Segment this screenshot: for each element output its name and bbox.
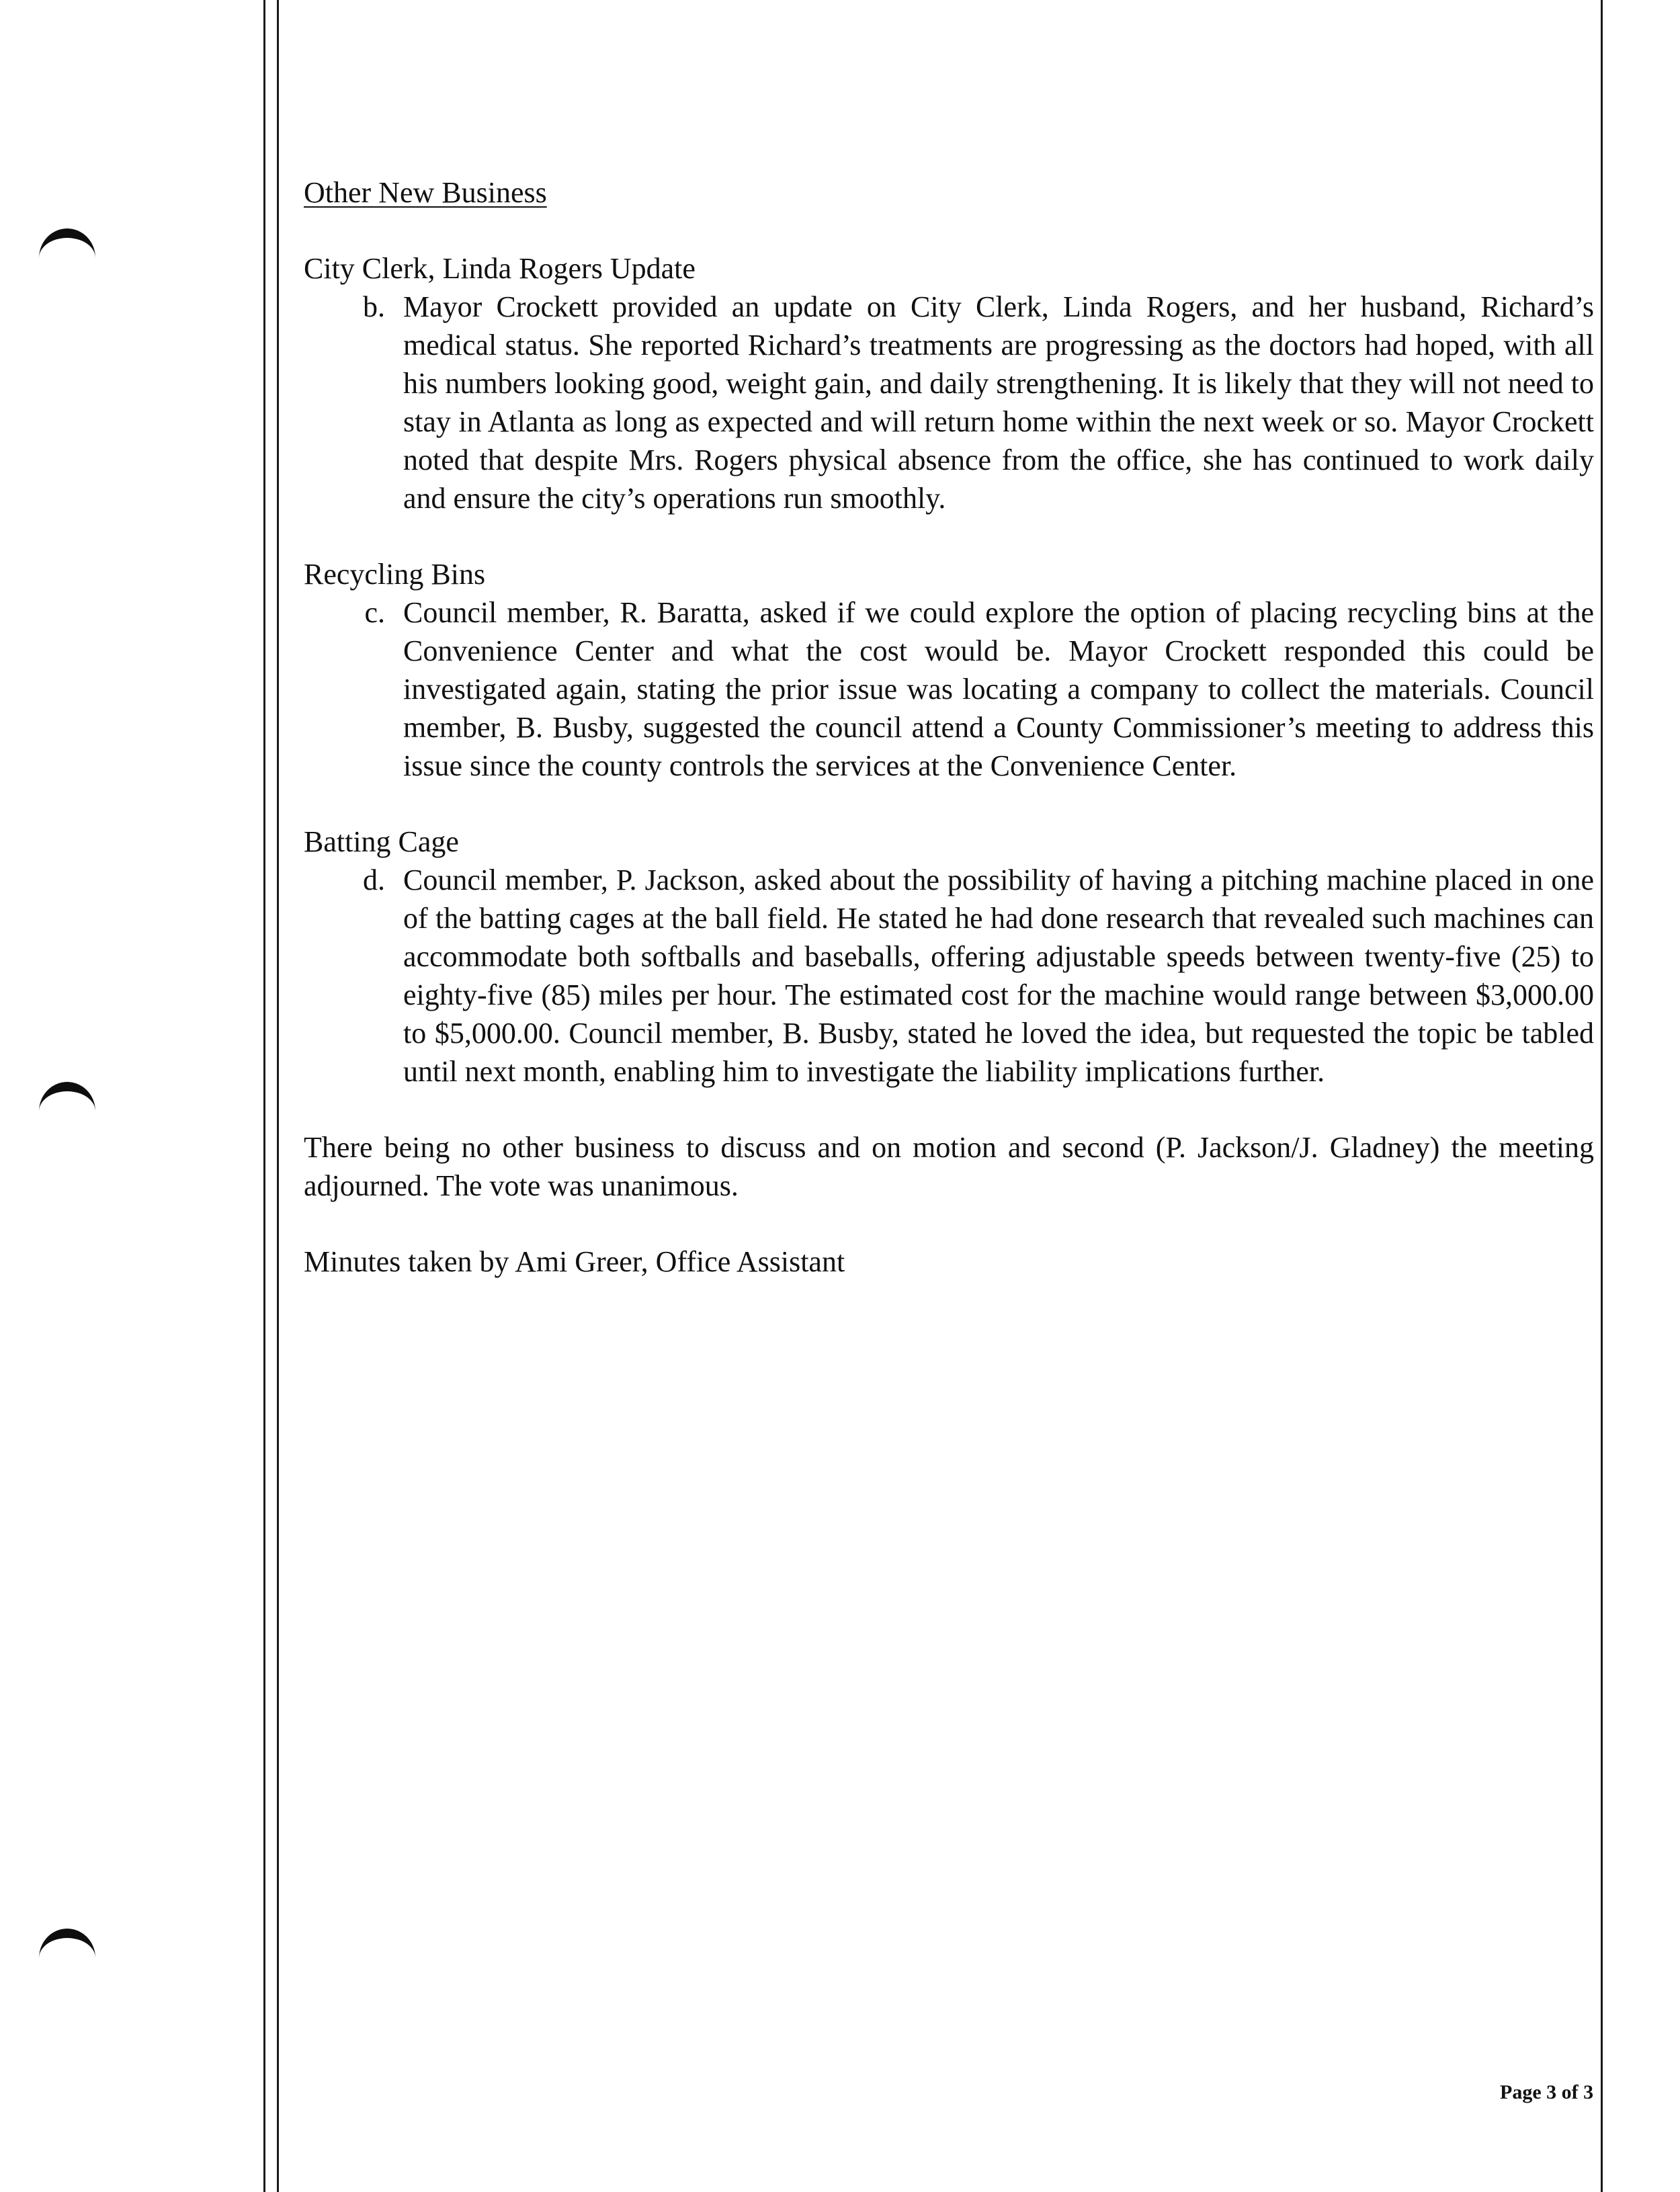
item-letter: c. — [364, 596, 385, 629]
recycling-bins-item — [304, 593, 1594, 785]
punch-hole-mark-middle — [39, 1082, 95, 1111]
punch-hole-mark-bottom — [39, 1929, 95, 1958]
spacer — [304, 1205, 1594, 1242]
binder-margin-line-inner — [277, 0, 279, 2192]
city-clerk-heading: City Clerk, Linda Rogers Update — [304, 252, 696, 285]
other-new-business-heading: Other New Business — [304, 176, 547, 209]
minutes-taken-line: Minutes taken by Ami Greer, Office Assistant — [304, 1245, 845, 1278]
item-letter: d. — [363, 863, 385, 896]
spacer — [304, 212, 1594, 249]
city-clerk-text: Mayor Crockett provided an update on City Clerk, Linda Rogers, and her husband, Richard’s medical status. She reported Richard’s treatments are progressing as the doctors had hoped, with all his numbers looking good, weight gain, and daily strengthening. It is likely that they will not need to stay in Atlanta as long as expected and will return home within the next week or so. Mayor Crockett noted that despite Mrs. Rogers physical absence from the office, she has continued to work daily and ensure the city’s operations run smoothly. — [403, 290, 1594, 515]
batting-cage-text: Council member, P. Jackson, asked about the possibility of having a pitching machine placed in one of the batting cages at the ball field. He stated he had done research that revealed such machines can accommodate both softballs and baseballs, offering adjustable speeds between twenty-five (25) to eighty-five (85) miles per hour. The estimated cost for the machine would range between $3,000.00 to $5,000.00. Council member, B. Busby, stated he loved the idea, but requested the topic be tabled until next month, enabling him to investigate the liability implications further. — [403, 863, 1594, 1088]
recycling-bins-heading: Recycling Bins — [304, 558, 486, 591]
city-clerk-item — [304, 288, 1594, 517]
spacer — [304, 517, 1594, 555]
item-letter: b. — [363, 290, 385, 323]
batting-cage-item — [304, 861, 1594, 1091]
adjournment-paragraph: There being no other business to discuss and on motion and second (P. Jackson/J. Gladney) the meeting adjourned. The vote was unanimous. — [304, 1131, 1594, 1202]
spacer — [304, 1091, 1594, 1128]
punch-hole-mark-top — [39, 228, 95, 258]
recycling-bins-text: Council member, R. Baratta, asked if we could explore the option of placing recycling bins at the Convenience Center and what the cost would be. Mayor Crockett responded this could be investigated again, stating the prior issue was locating a company to collect the materials. Council member, B. Busby, suggested the council attend a County Commissioner’s meeting to address this issue since the county controls the services at the Convenience Center. — [403, 596, 1594, 782]
page-number: Page 3 of 3 — [1500, 2081, 1594, 2103]
document-body — [304, 173, 1594, 1281]
spacer — [304, 785, 1594, 823]
right-margin-line — [1601, 0, 1603, 2192]
batting-cage-heading: Batting Cage — [304, 825, 459, 858]
binder-margin-line-outer — [263, 0, 265, 2192]
